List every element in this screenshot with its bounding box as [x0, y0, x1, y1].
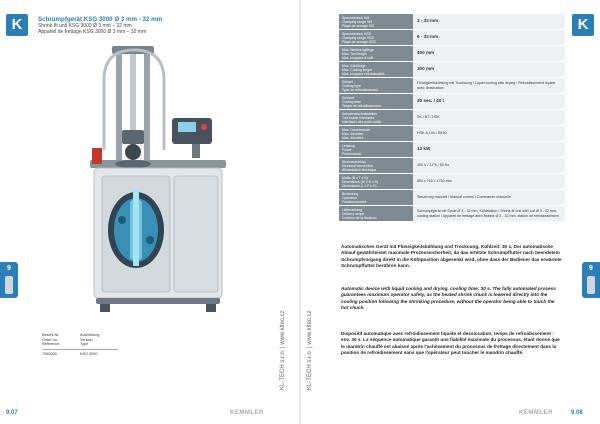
- spec-row: [339, 78, 565, 94]
- title-en: Shrink-fit unit KSG 3000 Ø 3 mm – 32 mm: [38, 23, 132, 29]
- spec-value: Steuerung manuell / Manual control / Commande manuelle: [413, 190, 565, 205]
- description-en: Automatic device with liquid cooling and drying, cooling time: 30 s. The fully automated process guarantees maximum operator safety, as the heated shrink chuck is lowered directly into the cooling position following the shrinking procedure, without the operator being able to touch the hot chuck.: [341, 286, 556, 310]
- spec-label: Max. Werkzeuglänge Max. Tool length Max. longueur d'outil: [339, 46, 413, 61]
- spec-label: Maße (B x T x H) Dimensions (W x D x H) Dimensions (L x P x H): [339, 174, 413, 189]
- spec-label: Max. Kühllänge Max. Cooling length Max. longueur refroidissable: [339, 62, 413, 77]
- spec-row: [339, 206, 565, 222]
- page-number: 9.07: [6, 410, 18, 416]
- spec-label: Spannbereich HM Clamping range HM Plage de serrage MD: [339, 14, 413, 29]
- spec-value: 13 kW: [413, 142, 565, 157]
- spec-label: Lieferumfang Delivery scope Contenu de la livraison: [339, 206, 413, 221]
- spec-label: Leistung Power Performance: [339, 142, 413, 157]
- spec-row: [339, 142, 565, 158]
- spec-label: Kühlart Cooling type Type de refroidissement: [339, 78, 413, 93]
- spec-value: 850 x 700 x 1750 mm: [413, 174, 565, 189]
- spec-value: 400 mm: [413, 46, 565, 61]
- kemmler-logo: K: [572, 14, 594, 36]
- spec-value: 6 - 32 mm: [413, 30, 565, 45]
- chapter-number: 9: [7, 265, 11, 272]
- vertical-company-text: KL-TECH s.r.o. | www.kltec.cz: [280, 310, 286, 390]
- kemmler-logo: K: [6, 14, 28, 36]
- order-table-header: [42, 333, 118, 350]
- brand-name: KEMMLER: [230, 410, 264, 416]
- title-fr: Appareil de frettage KSG 3000 Ø 3 mm – 32 mm: [38, 29, 147, 35]
- left-page: [0, 0, 299, 424]
- left-footer: [0, 408, 299, 416]
- tool-holder-icon: [5, 276, 13, 294]
- spec-row: [339, 30, 565, 46]
- chapter-number: 9: [589, 265, 593, 272]
- spec-label: Stromanschluss Electrical connection Alimentation électrique: [339, 158, 413, 173]
- right-footer: [301, 408, 600, 416]
- order-no-header: Bestell-Nr. Order no. Référence: [42, 333, 60, 347]
- spec-value: Schrumpfgerät mit Spule Ø 3 - 32 mm, Kühlstation / Shrink-fit unit with coil Ø 3 - 32 mm, cooling station / Appareil de frettage avec bobine Ø 3 - 32 mm, station de refroidissement: [413, 206, 565, 221]
- spec-row: [339, 174, 565, 190]
- tool-holder-icon: [587, 276, 595, 294]
- spec-value: 3 - 32 mm: [413, 14, 565, 29]
- spec-row: [339, 62, 565, 78]
- spec-label: Aufnahmeschnittstellen Tool holder interfaces Interfaces des porte-outils: [339, 110, 413, 125]
- right-page: [301, 0, 600, 424]
- spec-row: [339, 158, 565, 174]
- spec-row: [339, 46, 565, 62]
- chapter-tab[interactable]: [582, 262, 600, 298]
- spec-value: 300 mm: [413, 62, 565, 77]
- spec-label: Bedienung Operation Fonctionnement: [339, 190, 413, 205]
- spec-table: [339, 14, 565, 222]
- spec-row: [339, 126, 565, 142]
- description-de: Automatisches Gerät mit Flüssigkeitskühlung und Trocknung, Kühlzeit: 30 s. Der automatische Ablauf gewährleistet maximale Prozesssicherheit, da das erhitzte Schrumpffutter nach beendetem Schrumpfvorgang direkt in die Kühlposition abgesenkt wird, ohne dass der Bediener das erwärmte Schrumpffutter berühren kann.: [341, 244, 562, 268]
- spec-row: [339, 94, 565, 110]
- table-row: [42, 350, 118, 356]
- version-header: Ausführung Version Type: [80, 333, 100, 347]
- spec-value: 400 V / 3 Ph / 50 Hz: [413, 158, 565, 173]
- spec-value: 30 sec. / 40 l: [413, 94, 565, 109]
- page-number: 9.08: [571, 410, 583, 416]
- spec-label: Kühlzeit Cooling time Temps de refroidissement: [339, 94, 413, 109]
- spec-row: [339, 14, 565, 30]
- order-no-cell: 7060030: [42, 351, 57, 356]
- order-table: [42, 333, 118, 356]
- title-de: Schrumpfgerät KSG 3000 Ø 3 mm - 32 mm: [38, 16, 163, 23]
- spec-value: HSK-A 100 / SK50: [413, 126, 565, 141]
- spec-label: Spannbereich HSS Clamping range HSS Plage de serrage HSS: [339, 30, 413, 45]
- spec-row: [339, 110, 565, 126]
- version-cell: KSG 3000: [80, 351, 98, 356]
- shrink-fit-machine-image: [84, 40, 234, 320]
- description-fr: Dispositif automatique avec refroidissement liquide et dessiccation, temps de refroidissement : env. 30 s. La séquence automatique garantit une fiabilité maximale du processus, étant donné que le mandrin chauffé est abaissé après l'achèvement du processus de frettage directement dans la position de refroidissement sans que l'opérateur peut toucher le mandrin chauffé.: [341, 331, 560, 355]
- spec-value: Flüssigkeitskühlung mit Trocknung / Liquid cooling with drying / Refroidissement liquide avec dessication: [413, 78, 565, 93]
- chapter-tab[interactable]: [0, 262, 18, 298]
- spec-value: SK / BT / HSK: [413, 110, 565, 125]
- spec-row: [339, 190, 565, 206]
- product-title: [38, 16, 162, 35]
- brand-name: KEMMLER: [519, 410, 553, 416]
- vertical-company-text: KL-TECH s.r.o. | www.kltec.cz: [307, 310, 313, 390]
- spec-label: Max. Durchmesser Max. diameter Max. diamètre: [339, 126, 413, 141]
